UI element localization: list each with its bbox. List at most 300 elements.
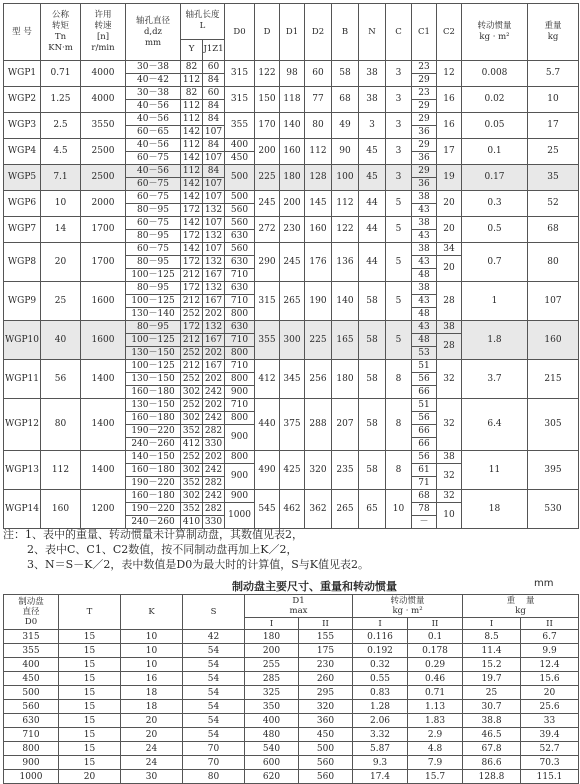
table-row <box>4 490 579 503</box>
t-cell: 15 <box>59 672 121 686</box>
brake-header-i: I <box>245 618 299 630</box>
c2-cell: 17 <box>437 139 462 165</box>
length-jz-cell: 167 <box>203 295 225 308</box>
table-row <box>4 139 579 152</box>
bore-cell: 100－125 <box>126 360 181 373</box>
brake-header-k: K <box>121 595 183 630</box>
c-cell: 3 <box>386 61 412 87</box>
model-cell: WGP5 <box>4 165 41 191</box>
model-cell: WGP10 <box>4 321 41 360</box>
s-cell: 54 <box>183 686 245 700</box>
note-1: 注：1、表中的重量、转动惯量未计算制动盘，其数值见表2， <box>3 528 303 541</box>
table-row <box>4 756 579 770</box>
torque-cell: 56 <box>41 360 81 399</box>
c1-cell: 38 <box>412 191 437 204</box>
d1-cell: 98 <box>280 61 305 87</box>
model-cell: WGP2 <box>4 87 41 113</box>
length-jz-cell: 282 <box>203 425 225 438</box>
d2-cell: 60 <box>305 61 332 87</box>
weight-cell: 305 <box>528 399 579 451</box>
length-y-cell: 302 <box>181 490 203 503</box>
table-row <box>4 87 579 100</box>
weight-cell: 80 <box>528 243 579 282</box>
bore-cell: 40－42 <box>126 74 181 87</box>
inertia-i-cell: 3.32 <box>353 728 408 742</box>
bore-cell: 80－95 <box>126 230 181 243</box>
c2-cell: 32 <box>437 399 462 451</box>
n-cell: 58 <box>359 451 386 490</box>
d0-cell: 800 <box>225 347 255 360</box>
weight-cell: 530 <box>528 490 579 529</box>
bore-cell: 160－180 <box>126 386 181 399</box>
inertia-ii-cell: 2.9 <box>408 728 463 742</box>
d-cell: 440 <box>255 399 280 451</box>
table-row <box>4 728 579 742</box>
d0-cell: 560 <box>225 217 255 230</box>
weight-cell: 160 <box>528 321 579 360</box>
c1-cell: 61 <box>412 464 437 477</box>
inertia-ii-cell: 0.178 <box>408 644 463 658</box>
d1-i-cell: 200 <box>245 644 299 658</box>
speed-cell: 2500 <box>81 165 126 191</box>
length-y-cell: 352 <box>181 425 203 438</box>
n-cell: 45 <box>359 165 386 191</box>
d1-cell: 200 <box>280 191 305 217</box>
c1-cell: 48 <box>412 269 437 282</box>
speed-cell: 4000 <box>81 87 126 113</box>
length-jz-cell: 84 <box>203 100 225 113</box>
t-cell: 15 <box>59 630 121 644</box>
c2-cell: 32 <box>437 490 462 503</box>
table-row <box>4 714 579 728</box>
c-cell: 5 <box>386 191 412 217</box>
c1-cell: 29 <box>412 100 437 113</box>
c1-cell: 66 <box>412 425 437 438</box>
weight-cell: 68 <box>528 217 579 243</box>
length-y-cell: 172 <box>181 256 203 269</box>
b-cell: 265 <box>332 490 359 529</box>
weight-ii-cell: 15.6 <box>521 672 579 686</box>
dia-cell: 560 <box>4 700 59 714</box>
t-cell: 20 <box>59 770 121 784</box>
d1-ii-cell: 175 <box>299 644 353 658</box>
length-y-cell: 112 <box>181 100 203 113</box>
d1-ii-cell: 295 <box>299 686 353 700</box>
d0-cell: 500 <box>225 165 255 191</box>
length-y-cell: 412 <box>181 438 203 451</box>
speed-cell: 4000 <box>81 61 126 87</box>
inertia-i-cell: 0.32 <box>353 658 408 672</box>
weight-cell: 10 <box>528 87 579 113</box>
weight-i-cell: 25 <box>463 686 521 700</box>
d-cell: 245 <box>255 191 280 217</box>
length-y-cell: 252 <box>181 308 203 321</box>
d0-cell: 630 <box>225 256 255 269</box>
weight-cell: 25 <box>528 139 579 165</box>
weight-i-cell: 11.4 <box>463 644 521 658</box>
inertia-cell: 0.1 <box>462 139 528 165</box>
c2-cell: 20 <box>437 256 462 282</box>
t-cell: 15 <box>59 644 121 658</box>
d0-cell: 800 <box>225 373 255 386</box>
d2-cell: 288 <box>305 399 332 451</box>
bore-cell: 240－260 <box>126 438 181 451</box>
c1-cell: 23 <box>412 61 437 74</box>
table-row <box>4 658 579 672</box>
table-row <box>4 113 579 126</box>
header-c2: C2 <box>437 4 462 61</box>
header-inertia: 转动惯量 kg · m² <box>462 4 528 61</box>
model-cell: WGP11 <box>4 360 41 399</box>
c1-cell: 56 <box>412 451 437 464</box>
dia-cell: 450 <box>4 672 59 686</box>
bore-cell: 190－220 <box>126 477 181 490</box>
d0-cell: 900 <box>225 386 255 399</box>
brake-table-title: 制动盘主要尺寸、重量和转动惯量 <box>232 580 397 593</box>
length-jz-cell: 84 <box>203 74 225 87</box>
t-cell: 15 <box>59 686 121 700</box>
weight-i-cell: 67.8 <box>463 742 521 756</box>
d0-cell: 630 <box>225 230 255 243</box>
c2-cell: 16 <box>437 113 462 139</box>
b-cell: 165 <box>332 321 359 360</box>
bore-cell: 60－75 <box>126 152 181 165</box>
inertia-cell: 0.7 <box>462 243 528 282</box>
bore-cell: 240－260 <box>126 516 181 529</box>
weight-i-cell: 30.7 <box>463 700 521 714</box>
d0-cell: 630 <box>225 321 255 334</box>
d0-cell: 800 <box>225 451 255 464</box>
bore-cell: 40－56 <box>126 113 181 126</box>
weight-cell: 215 <box>528 360 579 399</box>
header-n: N <box>359 4 386 61</box>
d1-ii-cell: 360 <box>299 714 353 728</box>
c1-cell: 38 <box>412 282 437 295</box>
b-cell: 90 <box>332 139 359 165</box>
bore-cell: 190－220 <box>126 425 181 438</box>
d-cell: 290 <box>255 243 280 282</box>
length-jz-cell: 107 <box>203 152 225 165</box>
table-row <box>4 630 579 644</box>
torque-cell: 160 <box>41 490 81 529</box>
dia-cell: 1000 <box>4 770 59 784</box>
brake-header-t: T <box>59 595 121 630</box>
weight-i-cell: 128.8 <box>463 770 521 784</box>
c2-cell: 10 <box>437 503 462 529</box>
d1-cell: 462 <box>280 490 305 529</box>
d2-cell: 145 <box>305 191 332 217</box>
n-cell: 44 <box>359 243 386 282</box>
k-cell: 20 <box>121 714 183 728</box>
length-y-cell: 112 <box>181 113 203 126</box>
s-cell: 54 <box>183 714 245 728</box>
c1-cell: 38 <box>412 217 437 230</box>
d1-ii-cell: 260 <box>299 672 353 686</box>
c-cell: 8 <box>386 399 412 451</box>
weight-ii-cell: 12.4 <box>521 658 579 672</box>
header-d0: D0 <box>225 4 255 61</box>
length-jz-cell: 107 <box>203 243 225 256</box>
dia-cell: 315 <box>4 630 59 644</box>
header-length: 轴孔长度 L <box>181 4 225 40</box>
bore-cell: 30－38 <box>126 61 181 74</box>
length-y-cell: 112 <box>181 74 203 87</box>
bore-cell: 60－65 <box>126 126 181 139</box>
inertia-i-cell: 9.3 <box>353 756 408 770</box>
d0-cell: 500 <box>225 191 255 204</box>
d-cell: 122 <box>255 61 280 87</box>
dia-cell: 710 <box>4 728 59 742</box>
d-cell: 272 <box>255 217 280 243</box>
inertia-cell: 1 <box>462 282 528 321</box>
header-speed: 许用 转速 [n] r/min <box>81 4 126 61</box>
model-cell: WGP6 <box>4 191 41 217</box>
inertia-ii-cell: 0.29 <box>408 658 463 672</box>
k-cell: 18 <box>121 700 183 714</box>
c-cell: 8 <box>386 451 412 490</box>
c-cell: 3 <box>386 87 412 113</box>
d2-cell: 112 <box>305 139 332 165</box>
s-cell: 54 <box>183 658 245 672</box>
length-y-cell: 172 <box>181 321 203 334</box>
b-cell: 68 <box>332 87 359 113</box>
d1-i-cell: 400 <box>245 714 299 728</box>
bore-cell: 130－150 <box>126 347 181 360</box>
speed-cell: 1400 <box>81 451 126 490</box>
d1-cell: 180 <box>280 165 305 191</box>
header-jz: J1Z1 <box>203 39 225 60</box>
speed-cell: 1700 <box>81 243 126 282</box>
k-cell: 30 <box>121 770 183 784</box>
t-cell: 15 <box>59 658 121 672</box>
n-cell: 38 <box>359 87 386 113</box>
header-c: C <box>386 4 412 61</box>
c1-cell: 56 <box>412 373 437 386</box>
inertia-ii-cell: 0.1 <box>408 630 463 644</box>
c-cell: 5 <box>386 321 412 360</box>
length-jz-cell: 167 <box>203 269 225 282</box>
d2-cell: 320 <box>305 451 332 490</box>
c-cell: 5 <box>386 243 412 282</box>
c1-cell: 43 <box>412 204 437 217</box>
torque-cell: 112 <box>41 451 81 490</box>
c1-cell: 43 <box>412 321 437 334</box>
n-cell: 65 <box>359 490 386 529</box>
length-y-cell: 410 <box>181 516 203 529</box>
b-cell: 140 <box>332 282 359 321</box>
brake-header-weight: 重 量 kg <box>463 595 579 618</box>
c-cell: 5 <box>386 217 412 243</box>
bore-cell: 60－75 <box>126 191 181 204</box>
bore-cell: 100－125 <box>126 334 181 347</box>
torque-cell: 2.5 <box>41 113 81 139</box>
c-cell: 3 <box>386 165 412 191</box>
torque-cell: 7.1 <box>41 165 81 191</box>
d1-cell: 245 <box>280 243 305 282</box>
length-y-cell: 252 <box>181 347 203 360</box>
d1-i-cell: 350 <box>245 700 299 714</box>
bore-cell: 160－180 <box>126 464 181 477</box>
c2-cell: 38 <box>437 321 462 334</box>
speed-cell: 1700 <box>81 217 126 243</box>
length-y-cell: 142 <box>181 152 203 165</box>
bore-cell: 80－95 <box>126 204 181 217</box>
t-cell: 15 <box>59 714 121 728</box>
speed-cell: 2000 <box>81 191 126 217</box>
c1-cell: 53 <box>412 347 437 360</box>
c1-cell: 48 <box>412 334 437 347</box>
model-cell: WGP9 <box>4 282 41 321</box>
inertia-ii-cell: 7.9 <box>408 756 463 770</box>
weight-i-cell: 15.2 <box>463 658 521 672</box>
dia-cell: 800 <box>4 742 59 756</box>
length-y-cell: 112 <box>181 165 203 178</box>
d1-cell: 140 <box>280 113 305 139</box>
d-cell: 200 <box>255 139 280 165</box>
b-cell: 180 <box>332 360 359 399</box>
weight-cell: 5.7 <box>528 61 579 87</box>
length-jz-cell: 202 <box>203 308 225 321</box>
d-cell: 150 <box>255 87 280 113</box>
table-row <box>4 644 579 658</box>
brake-header-inertia: 转动惯量 kg · m² <box>353 595 463 618</box>
table-row <box>4 399 579 412</box>
torque-cell: 80 <box>41 399 81 451</box>
weight-i-cell: 19.7 <box>463 672 521 686</box>
header-torque: 公称 转矩 Tn KN·m <box>41 4 81 61</box>
length-jz-cell: 330 <box>203 438 225 451</box>
t-cell: 15 <box>59 742 121 756</box>
inertia-cell: 11 <box>462 451 528 490</box>
b-cell: 49 <box>332 113 359 139</box>
inertia-ii-cell: 0.71 <box>408 686 463 700</box>
weight-i-cell: 46.5 <box>463 728 521 742</box>
speed-cell: 1600 <box>81 282 126 321</box>
d1-ii-cell: 155 <box>299 630 353 644</box>
notes <box>3 527 578 572</box>
t-cell: 15 <box>59 700 121 714</box>
weight-ii-cell: 39.4 <box>521 728 579 742</box>
length-y-cell: 252 <box>181 451 203 464</box>
n-cell: 45 <box>359 139 386 165</box>
length-y-cell: 112 <box>181 139 203 152</box>
c1-cell: 68 <box>412 490 437 503</box>
c1-cell: 36 <box>412 152 437 165</box>
b-cell: 235 <box>332 451 359 490</box>
length-y-cell: 302 <box>181 464 203 477</box>
s-cell: 54 <box>183 728 245 742</box>
length-jz-cell: 84 <box>203 113 225 126</box>
k-cell: 24 <box>121 742 183 756</box>
length-jz-cell: 242 <box>203 386 225 399</box>
length-jz-cell: 242 <box>203 464 225 477</box>
d1-ii-cell: 560 <box>299 770 353 784</box>
d1-cell: 265 <box>280 282 305 321</box>
c2-cell: 32 <box>437 464 462 490</box>
d0-cell: 710 <box>225 269 255 282</box>
c1-cell: 36 <box>412 178 437 191</box>
c2-cell: 20 <box>437 217 462 243</box>
length-jz-cell: 242 <box>203 490 225 503</box>
brake-table-caption <box>0 578 580 594</box>
c1-cell: 29 <box>412 113 437 126</box>
d1-cell: 375 <box>280 399 305 451</box>
d1-cell: 160 <box>280 139 305 165</box>
length-y-cell: 142 <box>181 126 203 139</box>
brake-disc-table <box>3 594 579 784</box>
n-cell: 44 <box>359 191 386 217</box>
length-jz-cell: 107 <box>203 126 225 139</box>
d-cell: 355 <box>255 321 280 360</box>
d0-cell: 800 <box>225 412 255 425</box>
inertia-i-cell: 0.55 <box>353 672 408 686</box>
c2-cell: 20 <box>437 191 462 217</box>
bore-cell: 40－56 <box>126 139 181 152</box>
d1-i-cell: 180 <box>245 630 299 644</box>
table-row <box>4 451 579 464</box>
table-row <box>4 243 579 256</box>
d-cell: 490 <box>255 451 280 490</box>
torque-cell: 25 <box>41 282 81 321</box>
b-cell: 100 <box>332 165 359 191</box>
d0-cell: 710 <box>225 295 255 308</box>
d0-cell: 900 <box>225 464 255 490</box>
table-row <box>4 61 579 74</box>
brake-header-i: I <box>353 618 408 630</box>
inertia-cell: 0.05 <box>462 113 528 139</box>
d2-cell: 160 <box>305 217 332 243</box>
d2-cell: 362 <box>305 490 332 529</box>
speed-cell: 1600 <box>81 321 126 360</box>
table-row <box>4 700 579 714</box>
dia-cell: 900 <box>4 756 59 770</box>
d2-cell: 225 <box>305 321 332 360</box>
table-row <box>4 217 579 230</box>
length-jz-cell: 132 <box>203 282 225 295</box>
d1-ii-cell: 230 <box>299 658 353 672</box>
b-cell: 58 <box>332 61 359 87</box>
c1-cell: 43 <box>412 230 437 243</box>
d-cell: 225 <box>255 165 280 191</box>
d1-cell: 118 <box>280 87 305 113</box>
table-row <box>4 282 579 295</box>
d0-cell: 630 <box>225 282 255 295</box>
k-cell: 10 <box>121 658 183 672</box>
inertia-i-cell: 17.4 <box>353 770 408 784</box>
bore-cell: 40－56 <box>126 100 181 113</box>
s-cell: 80 <box>183 770 245 784</box>
bore-cell: 130－150 <box>126 373 181 386</box>
speed-cell: 2500 <box>81 139 126 165</box>
d1-cell: 230 <box>280 217 305 243</box>
length-jz-cell: 84 <box>203 165 225 178</box>
weight-i-cell: 8.5 <box>463 630 521 644</box>
c2-cell: 12 <box>437 61 462 87</box>
table-row <box>4 321 579 334</box>
torque-cell: 20 <box>41 243 81 282</box>
d0-cell: 710 <box>225 360 255 373</box>
length-jz-cell: 202 <box>203 399 225 412</box>
table-row <box>4 742 579 756</box>
inertia-cell: 0.008 <box>462 61 528 87</box>
n-cell: 38 <box>359 61 386 87</box>
inertia-i-cell: 5.87 <box>353 742 408 756</box>
inertia-i-cell: 1.28 <box>353 700 408 714</box>
length-jz-cell: 107 <box>203 217 225 230</box>
inertia-cell: 3.7 <box>462 360 528 399</box>
length-jz-cell: 167 <box>203 360 225 373</box>
bore-cell: 140－150 <box>126 451 181 464</box>
